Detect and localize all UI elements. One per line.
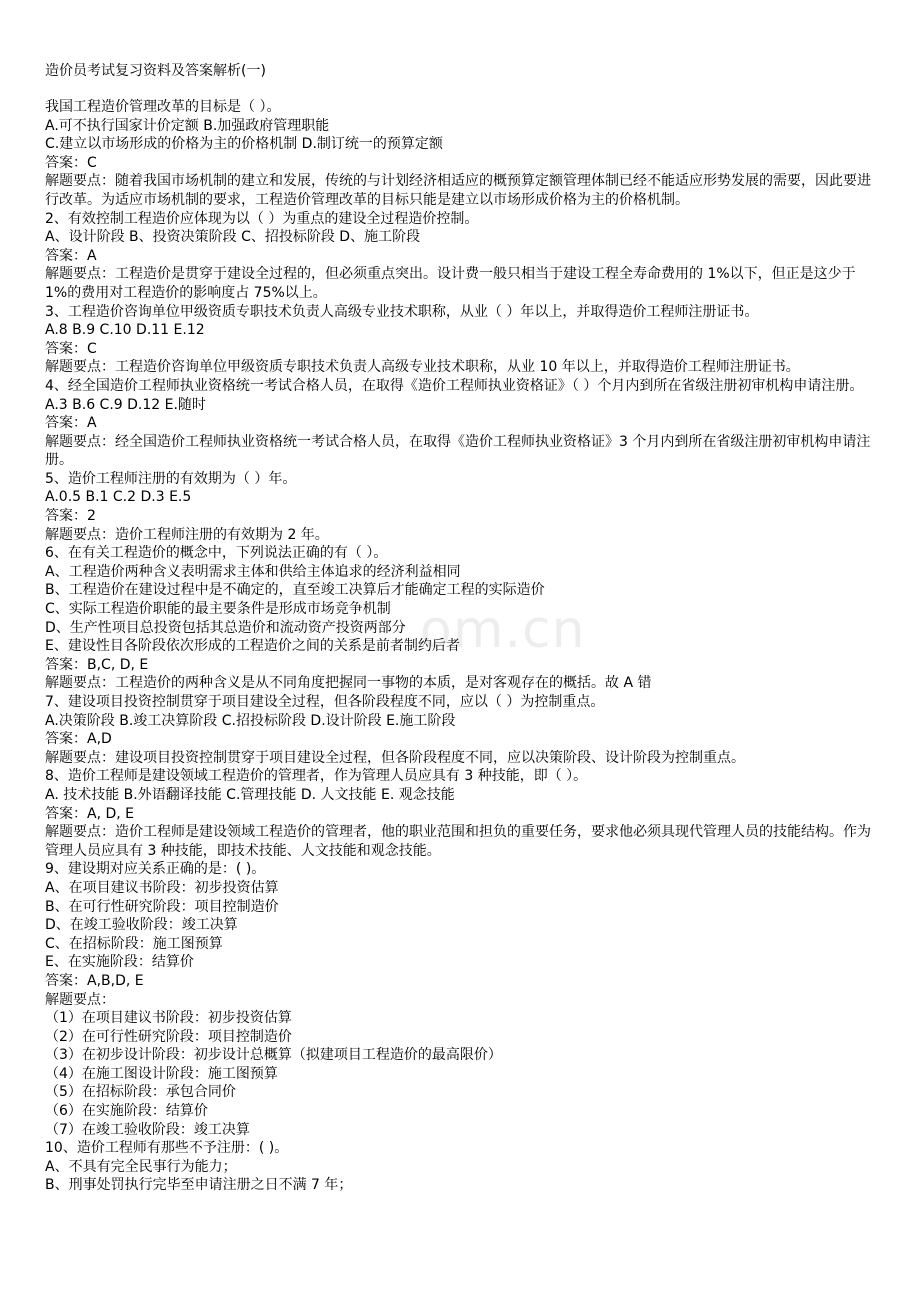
text-line: 解题要点：工程造价是贯穿于建设全过程的，但必须重点突出。设计费一般只相当于建设工程全寿命费用的 1%以下，但正是这少于 1%的费用对工程造价的影响度占 75%以上。	[45, 266, 861, 301]
text-line: D、在竣工验收阶段：竣工决算	[45, 917, 238, 934]
text-line: 解题要点：工程造价的两种含义是从不同角度把握同一事物的本质，是对客观存在的概括。故 A 错	[45, 675, 652, 692]
text-line: A、不具有完全民事行为能力；	[45, 1158, 237, 1175]
text-line: （6）在实施阶段：结算价	[45, 1103, 208, 1120]
text-line: E、在实施阶段：结算价	[45, 954, 194, 971]
text-line: D、生产性项目总投资包括其总造价和流动资产投资两部分	[45, 619, 406, 636]
text-line: 2、有效控制工程造价应体现为以（ ）为重点的建设全过程造价控制。	[45, 210, 479, 227]
text-line: A. 技术技能 B.外语翻译技能 C.管理技能 D. 人文技能 E. 观念技能	[45, 786, 455, 803]
text-line: 答案：A	[45, 415, 97, 432]
text-line: 7、建设项目投资控制贯穿于项目建设全过程，但各阶段程度不同，应以（ ）为控制重点。	[45, 694, 605, 710]
text-line: A.决策阶段 B.竣工决算阶段 C.招投标阶段 D.设计阶段 E.施工阶段	[45, 712, 456, 729]
text-line: 解题要点：造价工程师是建设领域工程造价的管理者，他的职业范围和担负的重要任务，要求他必须具现代管理人员的技能结构。作为管理人员应具有 3 种技能，即技术技能、人文技能和观念技能。	[45, 824, 871, 859]
text-line: A.0.5 B.1 C.2 D.3 E.5	[45, 489, 192, 506]
text-line: A、在项目建议书阶段：初步投资估算	[45, 879, 279, 896]
text-line: 解题要点：造价工程师注册的有效期为 2 年。	[45, 526, 329, 543]
text-line: C.建立以市场形成的价格为主的价格机制 D.制订统一的预算定额	[45, 136, 443, 153]
text-line: E、建设性目各阶段依次形成的工程造价之间的关系是前者制约后者	[45, 638, 460, 655]
text-line: 答案：A,D	[45, 731, 112, 748]
text-line: 答案：A,B,D, E	[45, 972, 144, 989]
text-line: （1）在项目建议书阶段：初步投资估算	[45, 1010, 292, 1027]
text-line: 6、在有关工程造价的概念中，下列说法正确的有（ ）。	[45, 545, 388, 562]
text-line: A.8 B.9 C.10 D.11 E.12	[45, 322, 205, 339]
text-line: 3、工程造价咨询单位甲级资质专职技术负责人高级专业技术职称，从业（ ）年以上，并取得造价工程师注册证书。	[45, 303, 759, 320]
text-line: （2）在可行性研究阶段：项目控制造价	[45, 1028, 292, 1045]
text-line: A.可不执行国家计价定额 B.加强政府管理职能	[45, 117, 330, 134]
text-line: C、实际工程造价职能的最主要条件是形成市场竞争机制	[45, 601, 391, 618]
text-line: 答案：A	[45, 247, 97, 264]
text-line: 解题要点：建设项目投资控制贯穿于项目建设全过程，但各阶段程度不同，应以决策阶段、设计阶段为控制重点。	[45, 749, 745, 766]
text-line: C、在招标阶段：施工图预算	[45, 935, 223, 952]
text-line: 答案：B,C, D, E	[45, 656, 149, 673]
text-line: 5、造价工程师注册的有效期为（ ）年。	[45, 470, 297, 487]
text-line: 4、经全国造价工程师执业资格统一考试合格人员，在取得《造价工程师执业资格证》（ ）个月内到所在省级注册初审机构申请注册。	[45, 377, 864, 394]
text-line: （4）在施工图设计阶段：施工图预算	[45, 1065, 278, 1082]
text-line: 解题要点：	[45, 991, 115, 1008]
text-line: 答案：A, D, E	[45, 805, 135, 822]
text-line: B、在可行性研究阶段：项目控制造价	[45, 898, 279, 915]
text-line: A.3 B.6 C.9 D.12 E.随时	[45, 396, 206, 413]
text-line: （3）在初步设计阶段：初步设计总概算（拟建项目工程造价的最高限价）	[45, 1047, 502, 1064]
text-line: 9、建设期对应关系正确的是：( )。	[45, 861, 266, 878]
text-line: B、刑事处罚执行完毕至申请注册之日不满 7 年；	[45, 1177, 353, 1194]
text-line: 8、造价工程师是建设领域工程造价的管理者，作为管理人员应具有 3 种技能，即（ ）。	[45, 768, 588, 785]
text-line: 答案：C	[45, 340, 97, 357]
text-line: 答案：2	[45, 508, 96, 525]
text-line: 答案：C	[45, 154, 97, 171]
text-line: 10、造价工程师有那些不予注册：( )。	[45, 1140, 289, 1157]
text-line: （5）在招标阶段：承包合同价	[45, 1084, 236, 1101]
document-body	[45, 98, 881, 1195]
text-line: 解题要点：经全国造价工程师执业资格统一考试合格人员，在取得《造价工程师执业资格证》3 个月内到所在省级注册初审机构申请注册。	[45, 433, 871, 469]
document-title: 造价员考试复习资料及答案解析(一)	[45, 63, 266, 79]
watermark: om.cn	[420, 600, 586, 660]
text-line: 解题要点：工程造价咨询单位甲级资质专职技术负责人高级专业技术职称，从业 10 年以上，并取得造价工程师注册证书。	[45, 359, 800, 376]
text-line: B、工程造价在建设过程中是不确定的，直至竣工决算后才能确定工程的实际造价	[45, 582, 545, 599]
text-line: 解题要点：随着我国市场机制的建立和发展，传统的与计划经济相适应的概预算定额管理体制已经不能适应形势发展的需要，因此要进行改革。为适应市场机制的要求，工程造价管理改革的目标只能是建立以市场形成价格为主的价格机制。	[45, 173, 871, 208]
text-line: 我国工程造价管理改革的目标是（ ）。	[45, 99, 281, 115]
text-line: （7）在竣工验收阶段：竣工决算	[45, 1121, 250, 1138]
text-line: A、设计阶段 B、投资决策阶段 C、招投标阶段 D、施工阶段	[45, 229, 421, 246]
text-line: A、工程造价两种含义表明需求主体和供给主体追求的经济利益相同	[45, 563, 461, 580]
